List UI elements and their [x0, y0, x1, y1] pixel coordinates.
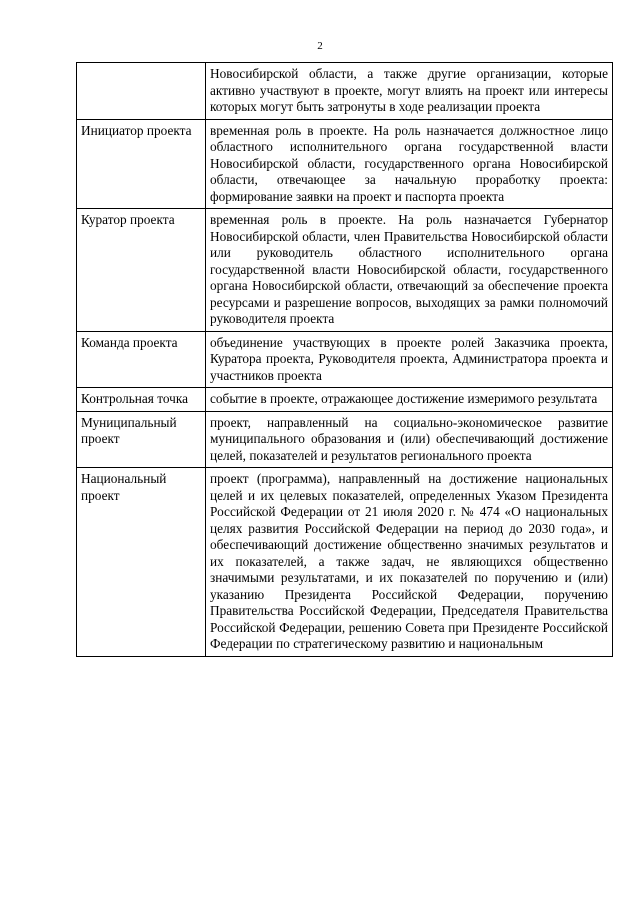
definition-cell: событие в проекте, отражающее достижение измеримого результата [206, 388, 613, 412]
table-row [77, 209, 613, 332]
table-row [77, 331, 613, 388]
table-row [77, 388, 613, 412]
term-cell: Контрольная точка [77, 388, 206, 412]
table-row [77, 411, 613, 468]
term-cell: Команда проекта [77, 331, 206, 388]
definition-cell: проект (программа), направленный на достижение национальных целей и их целевых показателей, определенных Указом Президента Российской Федерации от 21 июля 2020 г. № 474 «О национальных целях развития Российской Федерации на период до 2030 года», и обеспечивающий достижение общественно значимых результатов и их показателей, а также задач, не являющихся общественно значимыми результатами, и их показателей по поручению и (или) указанию Президента Российской Федерации, поручению Правительства Российской Федерации, Председателя Правительства Российской Федерации, решению Совета при Президенте Российской Федерации по стратегическому развитию и национальным [206, 468, 613, 657]
definition-cell: Новосибирской области, а также другие организации, которые активно участвуют в проекте, могут влиять на проект или интересы которых могут быть затронуты в ходе реализации проекта [206, 63, 613, 120]
term-cell: Куратор проекта [77, 209, 206, 332]
term-cell: Национальный проект [77, 468, 206, 657]
page-number: 2 [317, 40, 323, 52]
term-cell: Инициатор проекта [77, 119, 206, 209]
definition-cell: объединение участвующих в проекте ролей Заказчика проекта, Куратора проекта, Руководителя проекта, Администратора проекта и участников проекта [206, 331, 613, 388]
table-row [77, 63, 613, 120]
term-cell [77, 63, 206, 120]
table-row [77, 119, 613, 209]
table-row [77, 468, 613, 657]
term-cell: Муниципальный проект [77, 411, 206, 468]
definition-cell: проект, направленный на социально-экономическое развитие муниципального образования и (или) обеспечивающий достижение целей, показателей и результатов регионального проекта [206, 411, 613, 468]
definition-cell: временная роль в проекте. На роль назначается должностное лицо областного исполнительного органа государственной власти Новосибирской области, государственного органа Новосибирской области, отвечающее за начальную проработку проекта: формирование заявки на проект и паспорта проекта [206, 119, 613, 209]
definition-cell: временная роль в проекте. На роль назначается Губернатор Новосибирской области, член Правительства Новосибирской области или руководитель областного исполнительного органа государственной власти Новосибирской области, государственного органа Новосибирской области, отвечающий за обеспечение проекта ресурсами и разрешение вопросов, выходящих за рамки полномочий руководителя проекта [206, 209, 613, 332]
glossary-table [76, 62, 613, 657]
